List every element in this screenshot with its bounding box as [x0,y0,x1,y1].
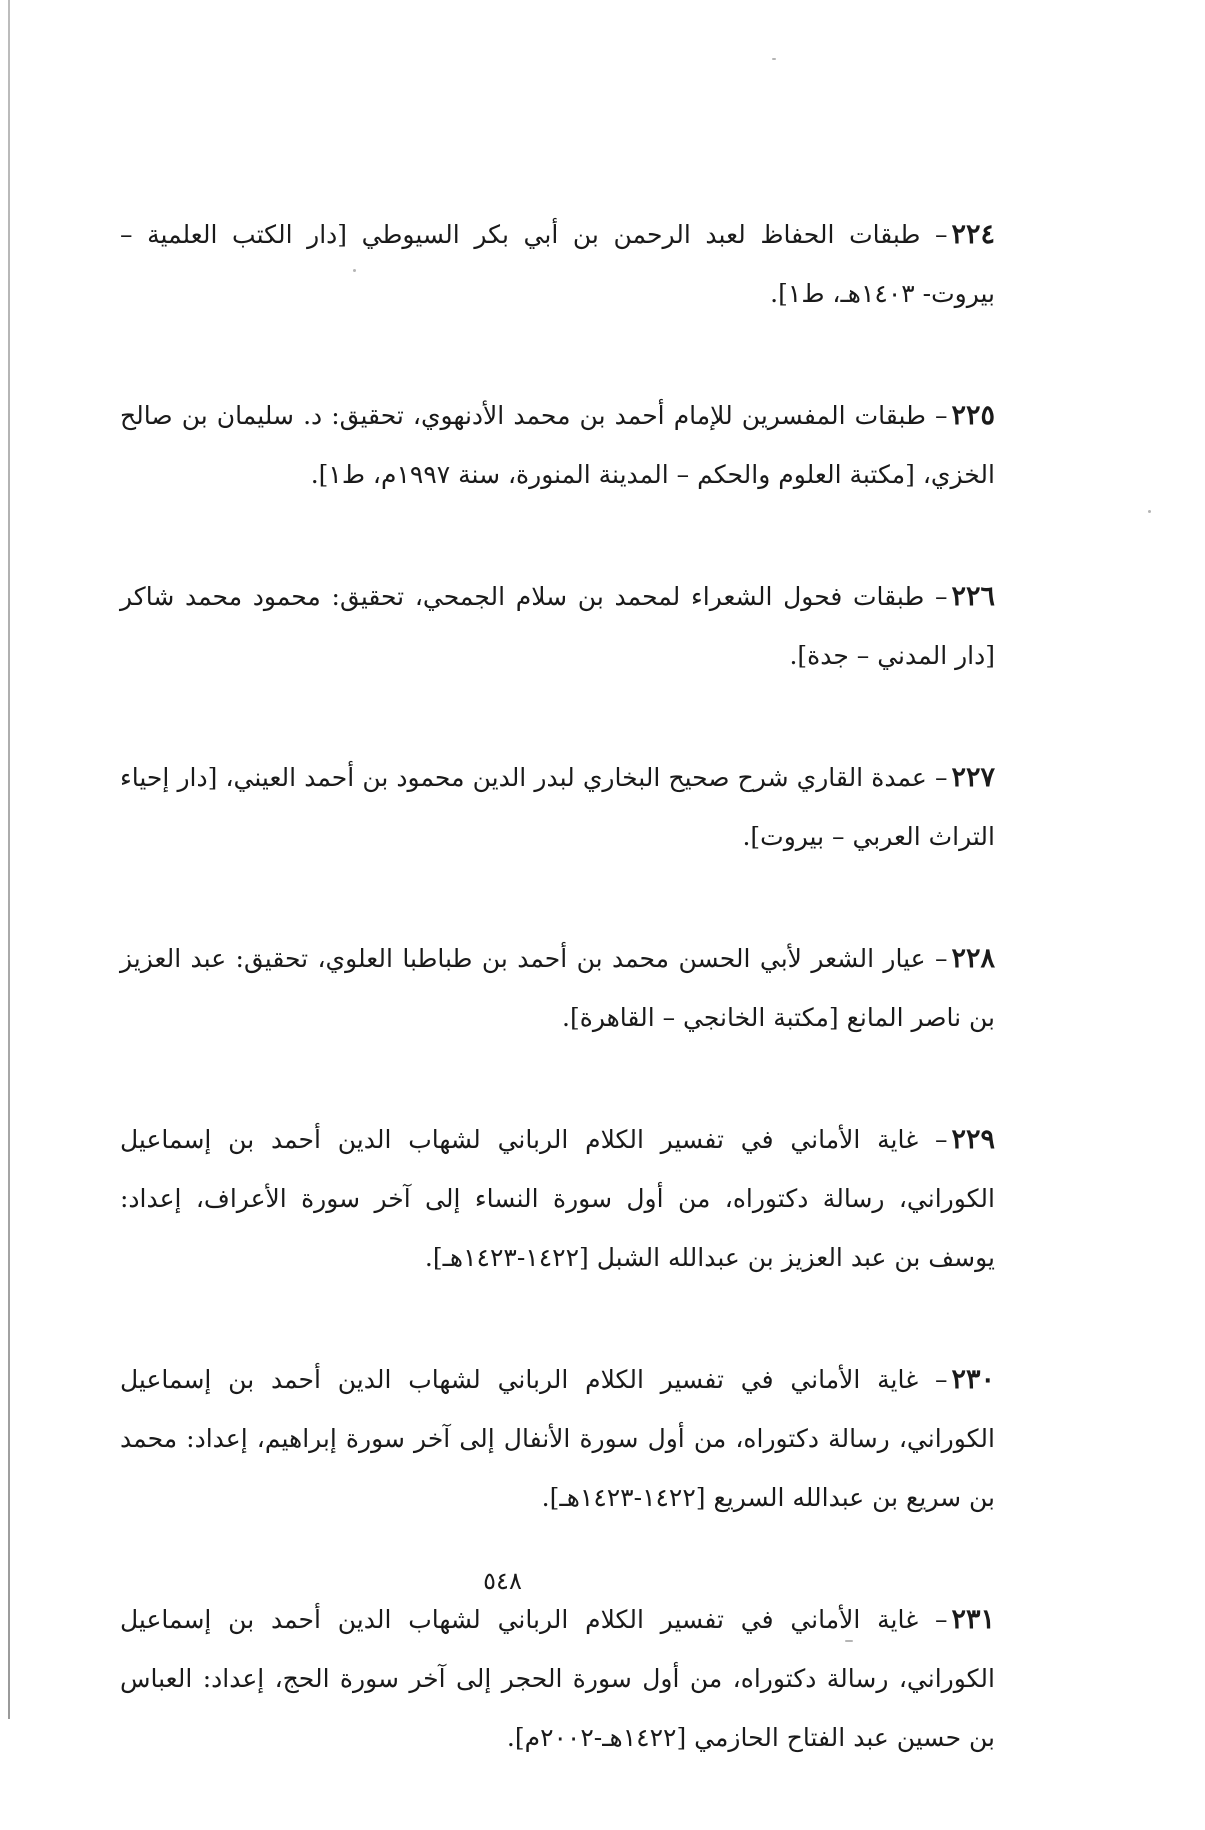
entry-number: ٢٢٥ [951,400,995,431]
entry-number: ٢٢٧ [951,762,995,793]
page-number: ٥٤٨ [483,1567,522,1595]
entry-text: – غاية الأماني في تفسير الكلام الرباني لشهاب الدين أحمد بن إسماعيل الكوراني، رسالة دكتوراه، من أول سورة الحجر إلى آخر سورة الحج، إعداد: العباس بن حسين عبد الفتاح الحازمي [١٤٢٢هـ-٢٠٠٢م]. [120,1605,995,1752]
entry-number: ٢٢٤ [951,219,995,250]
bibliography-entry-225 [120,386,995,504]
entry-text: – طبقات المفسرين للإمام أحمد بن محمد الأدنهوي، تحقيق: د. سليمان بن صالح الخزي، [مكتبة العلوم والحكم – المدينة المنورة، سنة ١٩٩٧م، ط١]. [120,401,995,489]
entry-number: ٢٢٩ [951,1124,995,1155]
bibliography-entry-229 [120,1110,995,1287]
scan-left-edge [8,0,10,1719]
entry-number: ٢٢٨ [951,943,995,974]
entry-text: – عمدة القاري شرح صحيح البخاري لبدر الدين محمود بن أحمد العيني، [دار إحياء التراث العربي – بيروت]. [120,763,995,851]
entry-text: – غاية الأماني في تفسير الكلام الرباني لشهاب الدين أحمد بن إسماعيل الكوراني، رسالة دكتوراه، من أول سورة الأنفال إلى آخر سورة إبراهيم، إعداد: محمد بن سريع بن عبدالله السريع [١٤٢٢-١٤٢٣هـ]. [120,1365,995,1512]
entry-text: – طبقات فحول الشعراء لمحمد بن سلام الجمحي، تحقيق: محمود محمد شاكر [دار المدني – جدة]. [120,582,995,670]
entry-text: – غاية الأماني في تفسير الكلام الرباني لشهاب الدين أحمد بن إسماعيل الكوراني، رسالة دكتوراه، من أول سورة النساء إلى آخر سورة الأعراف، إعداد: يوسف بن عبد العزيز بن عبدالله الشبل [١٤٢٢-١٤٢٣هـ]. [120,1125,995,1272]
scan-speck [772,58,776,60]
entry-text: – طبقات الحفاظ لعبد الرحمن بن أبي بكر السيوطي [دار الكتب العلمية – بيروت- ١٤٠٣هـ، ط١]. [120,220,995,308]
entry-number: ٢٢٦ [951,581,995,612]
bibliography-entry-228 [120,929,995,1047]
bibliography-entry-224 [120,205,995,323]
bibliography-entry-231 [120,1590,995,1767]
entry-number: ٢٣١ [951,1604,995,1635]
entry-number: ٢٣٠ [951,1364,995,1395]
bibliography-entry-227 [120,748,995,866]
scan-speck [1148,510,1151,513]
bibliography-entry-230 [120,1350,995,1527]
entry-text: – عيار الشعر لأبي الحسن محمد بن أحمد بن طباطبا العلوي، تحقيق: عبد العزيز بن ناصر المانع [مكتبة الخانجي – القاهرة]. [120,944,995,1032]
bibliography-entry-226 [120,567,995,685]
